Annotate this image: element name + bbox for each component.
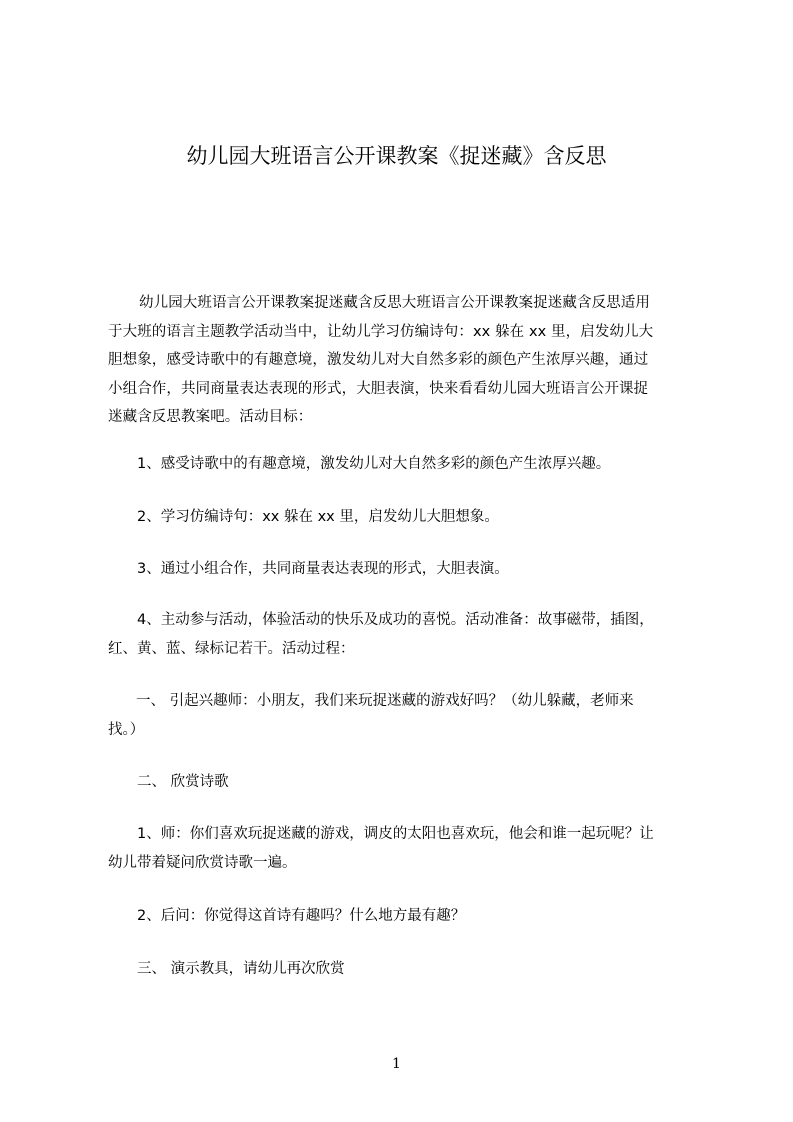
goal-3: 3、通过小组合作，共同商量表达表现的形式，大胆表演。 (137, 561, 509, 577)
intro-line-4: 小组合作，共同商量表达表现的形式，大胆表演，快来看看幼儿园大班语言公开课捉 (108, 380, 649, 397)
goal-4-line-2: 红、黄、蓝、绿标记若干。活动过程： (108, 640, 355, 657)
step-1-line-2: 幼儿带着疑问欣赏诗歌一遍。 (108, 854, 297, 871)
section-1-paragraph (108, 687, 713, 744)
section-1-line-2: 找。） (108, 721, 145, 738)
goal-2: 2、学习仿编诗句：xx 躲在 xx 里，启发幼儿大胆想象。 (137, 509, 499, 525)
goal-4-paragraph (108, 606, 713, 663)
goal-4-line-1: 4、主动参与活动，体验活动的快乐及成功的喜悦。活动准备：故事磁带，插图， (137, 612, 654, 628)
document-title: 幼儿园大班语言公开课教案《捉迷藏》含反思 (186, 144, 607, 168)
intro-line-3: 胆想象，感受诗歌中的有趣意境，激发幼儿对大自然多彩的颜色产生浓厚兴趣，通过 (108, 352, 649, 368)
section-1-line-1: 一、 引起兴趣师：小朋友，我们来玩捉迷藏的游戏好吗？（幼儿躲藏，老师来 (136, 693, 634, 709)
step-1-paragraph (108, 820, 713, 877)
intro-line-1: 幼儿园大班语言公开课教案捉迷藏含反思大班语言公开课教案捉迷藏含反思适用 (139, 295, 650, 311)
step-2: 2、后问：你觉得这首诗有趣吗？什么地方最有趣？ (137, 908, 466, 924)
intro-line-2: 于大班的语言主题教学活动当中，让幼儿学习仿编诗句：xx 躲在 xx 里，启发幼儿大 (108, 323, 654, 340)
intro-paragraph (108, 289, 713, 432)
goal-1: 1、感受诗歌中的有趣意境，激发幼儿对大自然多彩的颜色产生浓厚兴趣。 (137, 456, 611, 472)
step-1-line-1: 1、师：你们喜欢玩捉迷藏的游戏，调皮的太阳也喜欢玩，他会和谁一起玩呢？让 (137, 826, 654, 842)
intro-line-5: 迷藏含反思教案吧。活动目标： (108, 409, 313, 425)
page-number: 1 (392, 1056, 401, 1072)
section-2-heading: 二、 欣赏诗歌 (137, 774, 229, 790)
section-3-heading: 三、 演示教具，请幼儿再次欣赏 (137, 961, 345, 977)
